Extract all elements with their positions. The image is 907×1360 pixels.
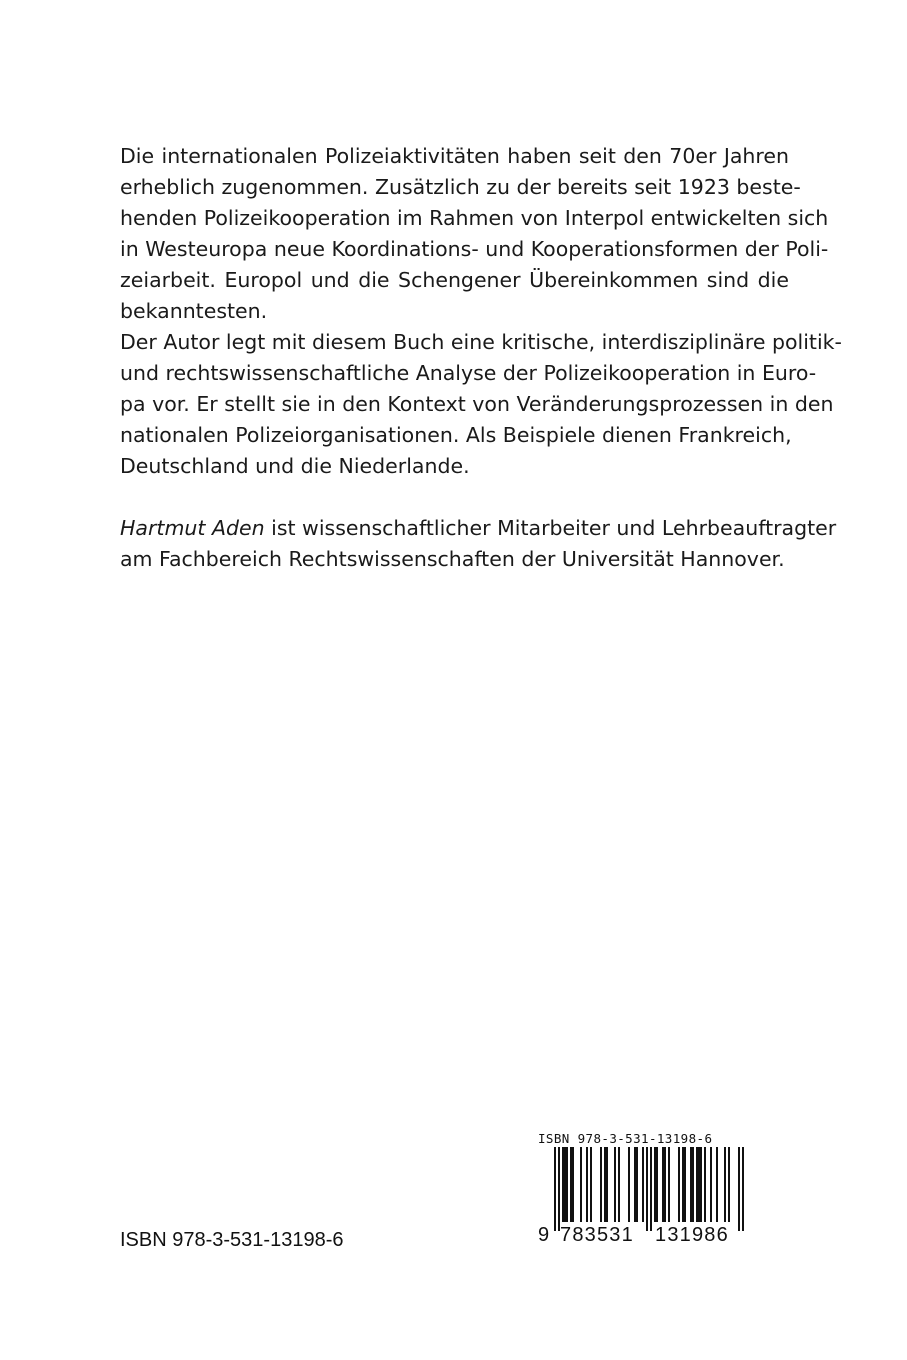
barcode-guard-bar (646, 1147, 648, 1231)
barcode-digit-first: 9 (538, 1224, 550, 1246)
barcode-guard-bar (738, 1147, 740, 1231)
barcode-bar (600, 1147, 602, 1222)
isbn-label: ISBN 978-3-531-13198-6 (120, 1229, 344, 1251)
barcode-guard-bar (742, 1147, 744, 1231)
barcode-bar (590, 1147, 592, 1222)
barcode-bar (662, 1147, 666, 1222)
barcode-bar (580, 1147, 582, 1222)
barcode-guard-bar (554, 1147, 556, 1231)
barcode-guard-bar (650, 1147, 652, 1231)
blurb-line: und rechtswissenschaftliche Analyse der Polizeikooperation in Euro- (120, 361, 817, 385)
barcode-bar (618, 1147, 620, 1222)
blurb-line: Der Autor legt mit diesem Buch eine kritische, interdisziplinäre politik- (120, 330, 842, 354)
author-bio-line: am Fachbereich Rechtswissenschaften der Universität Hannover. (120, 547, 785, 571)
author-bio-line (120, 513, 837, 544)
barcode-guard-bar (558, 1147, 560, 1231)
blurb-line: Deutschland und die Niederlande. (120, 454, 470, 478)
barcode-bar (570, 1147, 574, 1222)
barcode-digit-group-left: 783531 (560, 1224, 634, 1246)
barcode-bar (654, 1147, 658, 1222)
blurb-line: pa vor. Er stellt sie in den Kontext von Veränderungsprozessen in den (120, 392, 834, 416)
blurb-line: zeiarbeit. Europol und die Schengener Übereinkommen sind die (120, 268, 789, 292)
barcode-bar (716, 1147, 718, 1222)
barcode-bar (668, 1147, 670, 1222)
blurb-line: bekanntesten. (120, 299, 268, 323)
barcode-bar (690, 1147, 694, 1222)
author-bio-text: ist wissenschaftlicher Mitarbeiter und Lehrbeauftragter (264, 516, 837, 540)
blurb-line: Die internationalen Polizeiaktivitäten haben seit den 70er Jahren (120, 144, 789, 168)
barcode-bar (642, 1147, 644, 1222)
barcode-bar (682, 1147, 686, 1222)
isbn-barcode (532, 1132, 762, 1250)
barcode-bar (678, 1147, 680, 1222)
barcode-bar (710, 1147, 712, 1222)
blurb-line: in Westeuropa neue Koordinations- und Kooperationsformen der Poli- (120, 237, 829, 261)
blurb-line: nationalen Polizeiorganisationen. Als Beispiele dienen Frankreich, (120, 423, 792, 447)
paragraph-gap (120, 482, 789, 513)
barcode-bar (604, 1147, 608, 1222)
barcode-bar (562, 1147, 568, 1222)
blurb-line: henden Polizeikooperation im Rahmen von Interpol entwickelten sich (120, 206, 829, 230)
barcode-bar (628, 1147, 630, 1222)
barcode-bar (728, 1147, 730, 1222)
barcode-bar (724, 1147, 726, 1222)
barcode-digit-group-right: 131986 (655, 1224, 729, 1246)
barcode-bar (614, 1147, 616, 1222)
barcode-bar (704, 1147, 706, 1222)
author-name: Hartmut Aden (120, 516, 265, 540)
barcode-bar (634, 1147, 638, 1222)
barcode-caption: ISBN 978-3-531-13198-6 (538, 1131, 713, 1146)
barcode-bar (586, 1147, 588, 1222)
blurb-line: erheblich zugenommen. Zusätzlich zu der bereits seit 1923 beste- (120, 175, 801, 199)
back-cover-blurb (120, 141, 842, 575)
barcode-bar (696, 1147, 702, 1222)
